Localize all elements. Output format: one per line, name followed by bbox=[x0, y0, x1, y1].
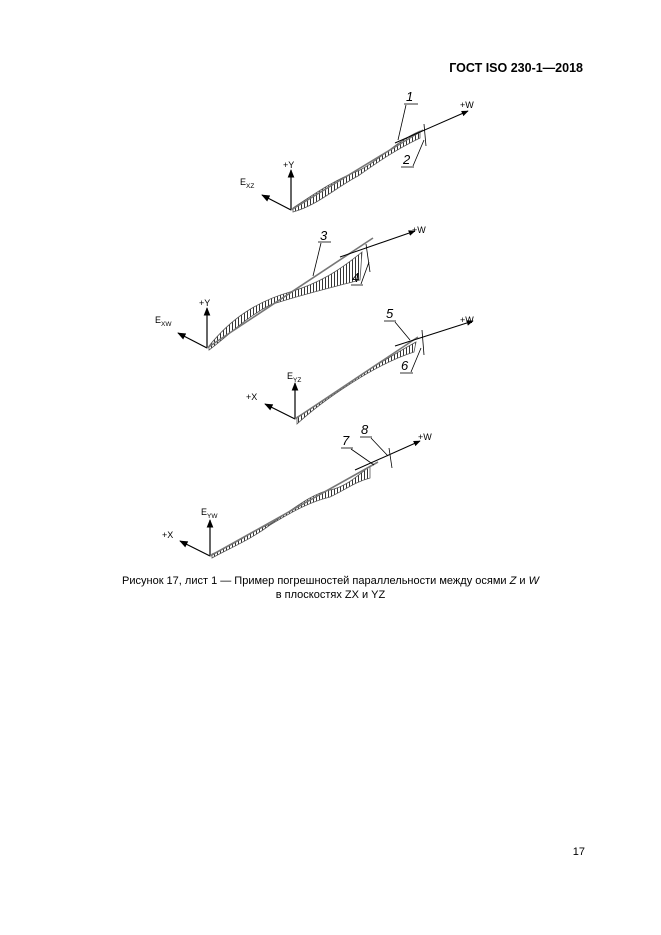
diagram-3 bbox=[246, 306, 474, 424]
axis-diagonal bbox=[180, 541, 210, 556]
deviation-mark bbox=[424, 124, 426, 146]
callout-8: 8 bbox=[361, 422, 369, 437]
axis-diagonal bbox=[265, 404, 295, 419]
axis-label-w: +W bbox=[412, 225, 426, 235]
callout-1: 1 bbox=[406, 89, 414, 104]
diagram-1 bbox=[240, 89, 474, 212]
leader-line bbox=[371, 438, 388, 456]
reference-line bbox=[295, 337, 418, 419]
callout-4: 4 bbox=[352, 270, 360, 285]
diagram-4 bbox=[162, 422, 432, 558]
axis-w bbox=[395, 111, 468, 143]
axis-label-w: +W bbox=[460, 315, 474, 325]
callout-2: 2 bbox=[403, 152, 411, 167]
axis-label-vertical: +Y bbox=[283, 160, 295, 170]
leader-line bbox=[413, 140, 424, 166]
axis-label-w: +W bbox=[460, 100, 474, 110]
callout-6: 6 bbox=[401, 358, 409, 373]
axis-label-w: +W bbox=[418, 432, 432, 442]
deviation-mark bbox=[422, 330, 424, 355]
leader-line bbox=[398, 105, 406, 140]
axis-label-diagonal: $E_{XZ}$ bbox=[240, 177, 255, 190]
caption-line-1: Рисунок 17, лист 1 — Пример погрешностей параллельности между осями Z и W bbox=[122, 575, 539, 587]
axis-label-diagonal: +X bbox=[162, 530, 174, 540]
callout-3: 3 bbox=[320, 228, 328, 243]
error-band bbox=[297, 342, 416, 424]
leader-line bbox=[351, 449, 374, 465]
axis-diagonal bbox=[178, 333, 207, 348]
reference-line bbox=[291, 130, 423, 210]
axis-label-diagonal: +X bbox=[246, 392, 258, 402]
deviation-mark bbox=[389, 448, 392, 468]
diagram-2 bbox=[155, 225, 426, 350]
page-number: 17 bbox=[572, 846, 585, 858]
axis-label-vertical: $E_{YZ}$ bbox=[287, 371, 302, 384]
leader-line bbox=[313, 243, 321, 276]
standard-header: ГОСТ ISO 230-1—2018 bbox=[449, 61, 583, 75]
axis-label-diagonal: $E_{XW}$ bbox=[155, 315, 172, 328]
leader-line bbox=[395, 322, 410, 340]
axis-label-vertical: +Y bbox=[199, 298, 211, 308]
caption-line-2: в плоскостях ZX и YZ bbox=[275, 588, 386, 601]
callout-5: 5 bbox=[386, 306, 394, 321]
leader-line bbox=[361, 262, 369, 284]
reference-line bbox=[210, 462, 378, 556]
axis-diagonal bbox=[262, 195, 291, 210]
axis-label-vertical: $E_{YW}$ bbox=[201, 507, 218, 520]
figure-caption bbox=[0, 575, 661, 602]
callout-7: 7 bbox=[342, 433, 350, 448]
error-band bbox=[209, 252, 362, 350]
axis-w bbox=[340, 231, 415, 257]
